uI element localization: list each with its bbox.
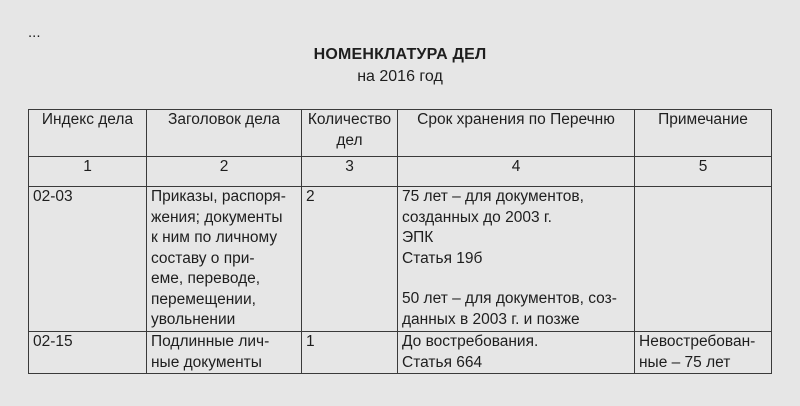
- header-title: Заголовок дела: [147, 110, 302, 157]
- cell-count: 1: [302, 332, 398, 374]
- retention-text-2: 50 лет – для документов, соз- данных в 2003 г. и позже: [402, 290, 617, 328]
- cell-index: 02-03: [29, 187, 147, 332]
- document-subtitle: на 2016 год: [357, 68, 443, 85]
- ellipsis: ...: [28, 24, 41, 41]
- header-count: Количество дел: [302, 110, 398, 157]
- cell-note: [635, 187, 772, 332]
- cell-index: 02-15: [29, 332, 147, 374]
- table-number-row: [29, 157, 772, 187]
- table-header-row: [29, 110, 772, 157]
- retention-text-1: 75 лет – для документов, созданных до 2003 г. ЭПК Статья 19б: [402, 188, 584, 267]
- header-index: Индекс дела: [29, 110, 147, 157]
- cell-retention: [398, 187, 635, 332]
- cell-note: Невостребован- ные – 75 лет: [635, 332, 772, 374]
- cell-count: 2: [302, 187, 398, 332]
- column-number: 3: [302, 157, 398, 187]
- column-number: 2: [147, 157, 302, 187]
- cell-title: Приказы, распоря- жения; документы к ним по личному составу о при- еме, переводе, перемещении, увольнении: [147, 187, 302, 332]
- nomenclature-table: [28, 109, 772, 374]
- cell-retention: До востребования. Статья 664: [398, 332, 635, 374]
- header-retention: Срок хранения по Перечню: [398, 110, 635, 157]
- column-number: 5: [635, 157, 772, 187]
- column-number: 4: [398, 157, 635, 187]
- header-note: Примечание: [635, 110, 772, 157]
- column-number: 1: [29, 157, 147, 187]
- table-row: [29, 332, 772, 374]
- document-title: НОМЕНКЛАТУРА ДЕЛ: [313, 46, 487, 63]
- cell-title: Подлинные лич- ные документы: [147, 332, 302, 374]
- table-row: [29, 187, 772, 332]
